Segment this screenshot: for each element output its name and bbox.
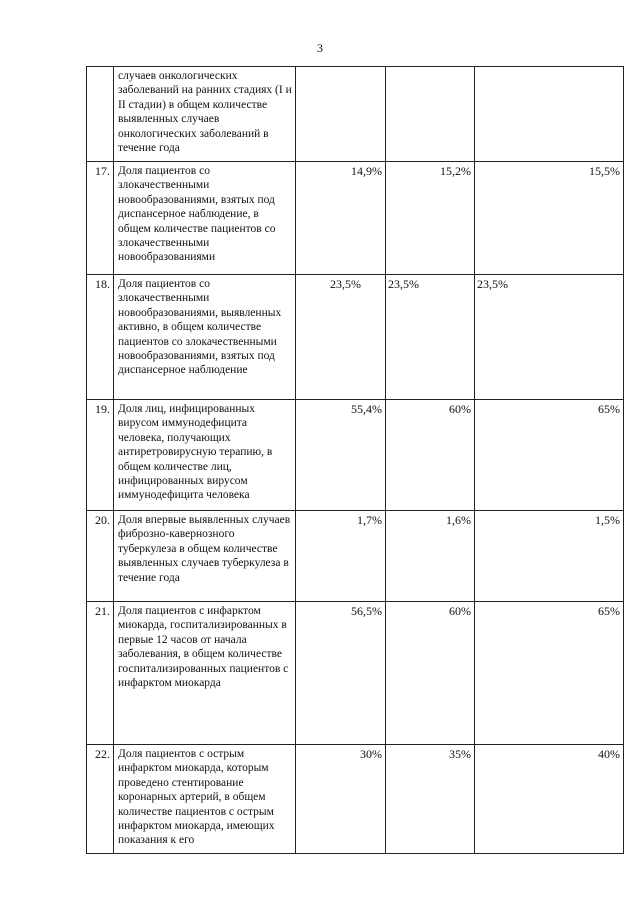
value-cell	[475, 67, 624, 162]
indicator-name-cell: Доля пациентов со злокачественными новообразованиями, взятых под диспансерное наблюдение, в общем количестве пациентов со злокачественными новообразованиями	[114, 162, 296, 275]
table-row	[87, 275, 624, 400]
table-row	[87, 602, 624, 745]
page-number: 3	[317, 41, 323, 55]
row-number-cell: 20.	[87, 511, 114, 602]
indicator-name-cell: Доля пациентов с инфарктом миокарда, госпитализированных в первые 12 часов от начала заболевания, в общем количестве госпитализированных пациентов с инфарктом миокарда	[114, 602, 296, 745]
indicator-name-cell: Доля впервые выявленных случаев фиброзно-кавернозного туберкулеза в общем количестве выявленных случаев туберкулеза в течение года	[114, 511, 296, 602]
value-cell: 40%	[475, 745, 624, 854]
indicator-name-cell: Доля лиц, инфицированных вирусом иммунодефицита человека, получающих антиретровирусную терапию, в общем количестве лиц, инфицированных вирусом иммунодефицита человека	[114, 400, 296, 511]
value-cell: 23,5%	[296, 275, 386, 400]
indicators-table	[86, 66, 624, 854]
table-row	[87, 400, 624, 511]
value-cell: 15,2%	[386, 162, 475, 275]
value-cell: 65%	[475, 602, 624, 745]
table-row-continuation	[87, 67, 624, 162]
value-cell	[386, 67, 475, 162]
value-cell	[296, 67, 386, 162]
value-cell: 1,5%	[475, 511, 624, 602]
table-row	[87, 162, 624, 275]
indicator-name-cell: случаев онкологических заболеваний на ранних стадиях (I и II стадии) в общем количестве выявленных случаев онкологических заболеваний в течение года	[114, 67, 296, 162]
row-number-cell: 22.	[87, 745, 114, 854]
value-cell: 60%	[386, 400, 475, 511]
value-cell: 56,5%	[296, 602, 386, 745]
value-cell: 23,5%	[386, 275, 475, 400]
value-cell: 65%	[475, 400, 624, 511]
table-row	[87, 511, 624, 602]
row-number-cell: 21.	[87, 602, 114, 745]
row-number-cell: 18.	[87, 275, 114, 400]
indicator-name-cell: Доля пациентов с острым инфарктом миокарда, которым проведено стентирование коронарных артерий, в общем количестве пациентов с острым инфарктом миокарда, имеющих показания к его	[114, 745, 296, 854]
value-cell: 23,5%	[475, 275, 624, 400]
value-cell: 1,7%	[296, 511, 386, 602]
value-cell: 1,6%	[386, 511, 475, 602]
table-row	[87, 745, 624, 854]
value-cell: 15,5%	[475, 162, 624, 275]
indicator-name-cell: Доля пациентов со злокачественными новообразованиями, выявленных активно, в общем количестве пациентов со злокачественными новообразованиями, взятых под диспансерное наблюдение	[114, 275, 296, 400]
row-number-cell: 19.	[87, 400, 114, 511]
value-cell: 14,9%	[296, 162, 386, 275]
value-cell: 55,4%	[296, 400, 386, 511]
value-cell: 60%	[386, 602, 475, 745]
value-cell: 35%	[386, 745, 475, 854]
row-number-cell: 17.	[87, 162, 114, 275]
value-cell: 30%	[296, 745, 386, 854]
row-number-cell	[87, 67, 114, 162]
